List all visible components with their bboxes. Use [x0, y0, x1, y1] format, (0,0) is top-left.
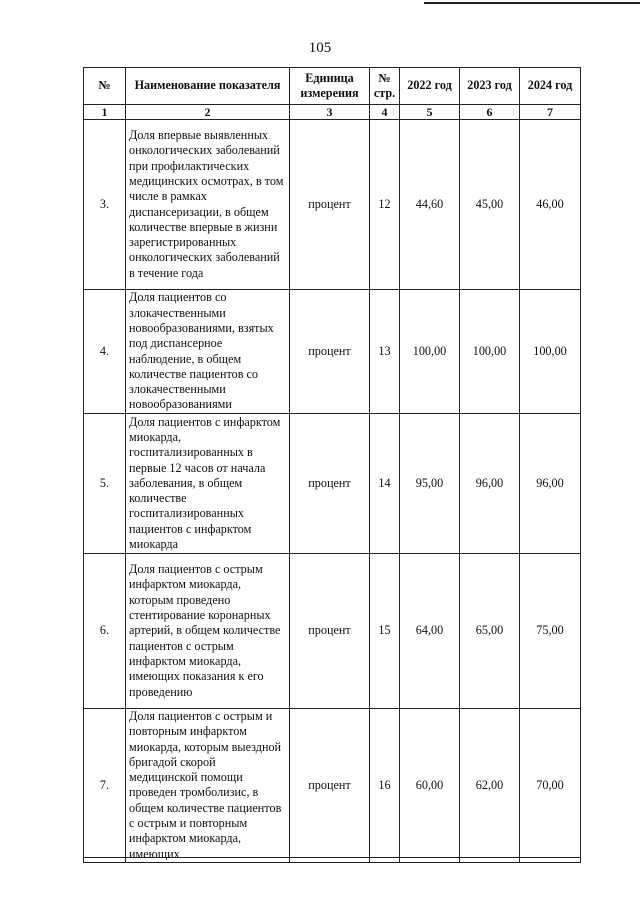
page-cell: 13: [370, 290, 400, 414]
value-2023: 45,00: [460, 120, 520, 290]
column-number: 6: [460, 105, 520, 120]
table-row: [84, 554, 581, 709]
header-year-2022: 2022 год: [400, 68, 460, 105]
row-number: 7.: [84, 709, 126, 863]
unit-cell: процент: [290, 554, 370, 709]
page-cell: 12: [370, 120, 400, 290]
value-2024: 96,00: [520, 414, 581, 554]
value-2023: 100,00: [460, 290, 520, 414]
unit-cell: процент: [290, 120, 370, 290]
header-year-2023: 2023 год: [460, 68, 520, 105]
indicator-name: Доля впервые выявленных онкологических заболеваний при профилактических медицинских осмотрах, в том числе в рамках диспансеризации, в общем количестве впервые в жизни зарегистрированных онкологических заболеваний в течение года: [126, 120, 290, 290]
column-number: 1: [84, 105, 126, 120]
bottom-rule: [83, 857, 580, 858]
header-no: №: [84, 68, 126, 105]
header-name: Наименование показателя: [126, 68, 290, 105]
page-cell: 16: [370, 709, 400, 863]
column-number: 4: [370, 105, 400, 120]
column-number: 3: [290, 105, 370, 120]
column-number: 5: [400, 105, 460, 120]
table-row: [84, 709, 581, 863]
indicator-name: Доля пациентов со злокачественными новообразованиями, взятых под диспансерное наблюдение, в общем количестве пациентов со злокачественными новообразованиями: [126, 290, 290, 414]
column-number-row: [84, 105, 581, 120]
indicator-name: Доля пациентов с острым и повторным инфарктом миокарда, которым выездной бригадой скорой медицинской помощи проведен тромболизис, в общем количестве пациентов с острым и повторным инфарктом миокарда, имеющих: [126, 709, 290, 863]
value-2024: 46,00: [520, 120, 581, 290]
unit-cell: процент: [290, 709, 370, 863]
table-row: [84, 120, 581, 290]
row-number: 3.: [84, 120, 126, 290]
value-2023: 96,00: [460, 414, 520, 554]
value-2024: 75,00: [520, 554, 581, 709]
value-2022: 44,60: [400, 120, 460, 290]
table-row: [84, 290, 581, 414]
value-2022: 100,00: [400, 290, 460, 414]
page-cell: 15: [370, 554, 400, 709]
top-rule: [424, 2, 640, 4]
unit-cell: процент: [290, 414, 370, 554]
header-page: № стр.: [370, 68, 400, 105]
header-year-2024: 2024 год: [520, 68, 581, 105]
value-2022: 60,00: [400, 709, 460, 863]
page-cell: 14: [370, 414, 400, 554]
value-2023: 65,00: [460, 554, 520, 709]
value-2024: 70,00: [520, 709, 581, 863]
column-number: 7: [520, 105, 581, 120]
value-2024: 100,00: [520, 290, 581, 414]
row-number: 5.: [84, 414, 126, 554]
page-number: 105: [308, 40, 332, 56]
indicators-table: [83, 67, 581, 863]
unit-cell: процент: [290, 290, 370, 414]
header-row: [84, 68, 581, 105]
column-number: 2: [126, 105, 290, 120]
value-2022: 64,00: [400, 554, 460, 709]
indicator-name: Доля пациентов с инфарктом миокарда, госпитализированных в первые 12 часов от начала заболевания, в общем количестве госпитализированных пациентов с инфарктом миокарда: [126, 414, 290, 554]
table-row: [84, 414, 581, 554]
value-2023: 62,00: [460, 709, 520, 863]
value-2022: 95,00: [400, 414, 460, 554]
header-unit: Единица измерения: [290, 68, 370, 105]
indicator-name: Доля пациентов с острым инфарктом миокарда, которым проведено стентирование коронарных артерий, в общем количестве пациентов с острым инфарктом миокарда, имеющих показания к его проведению: [126, 554, 290, 709]
row-number: 4.: [84, 290, 126, 414]
row-number: 6.: [84, 554, 126, 709]
